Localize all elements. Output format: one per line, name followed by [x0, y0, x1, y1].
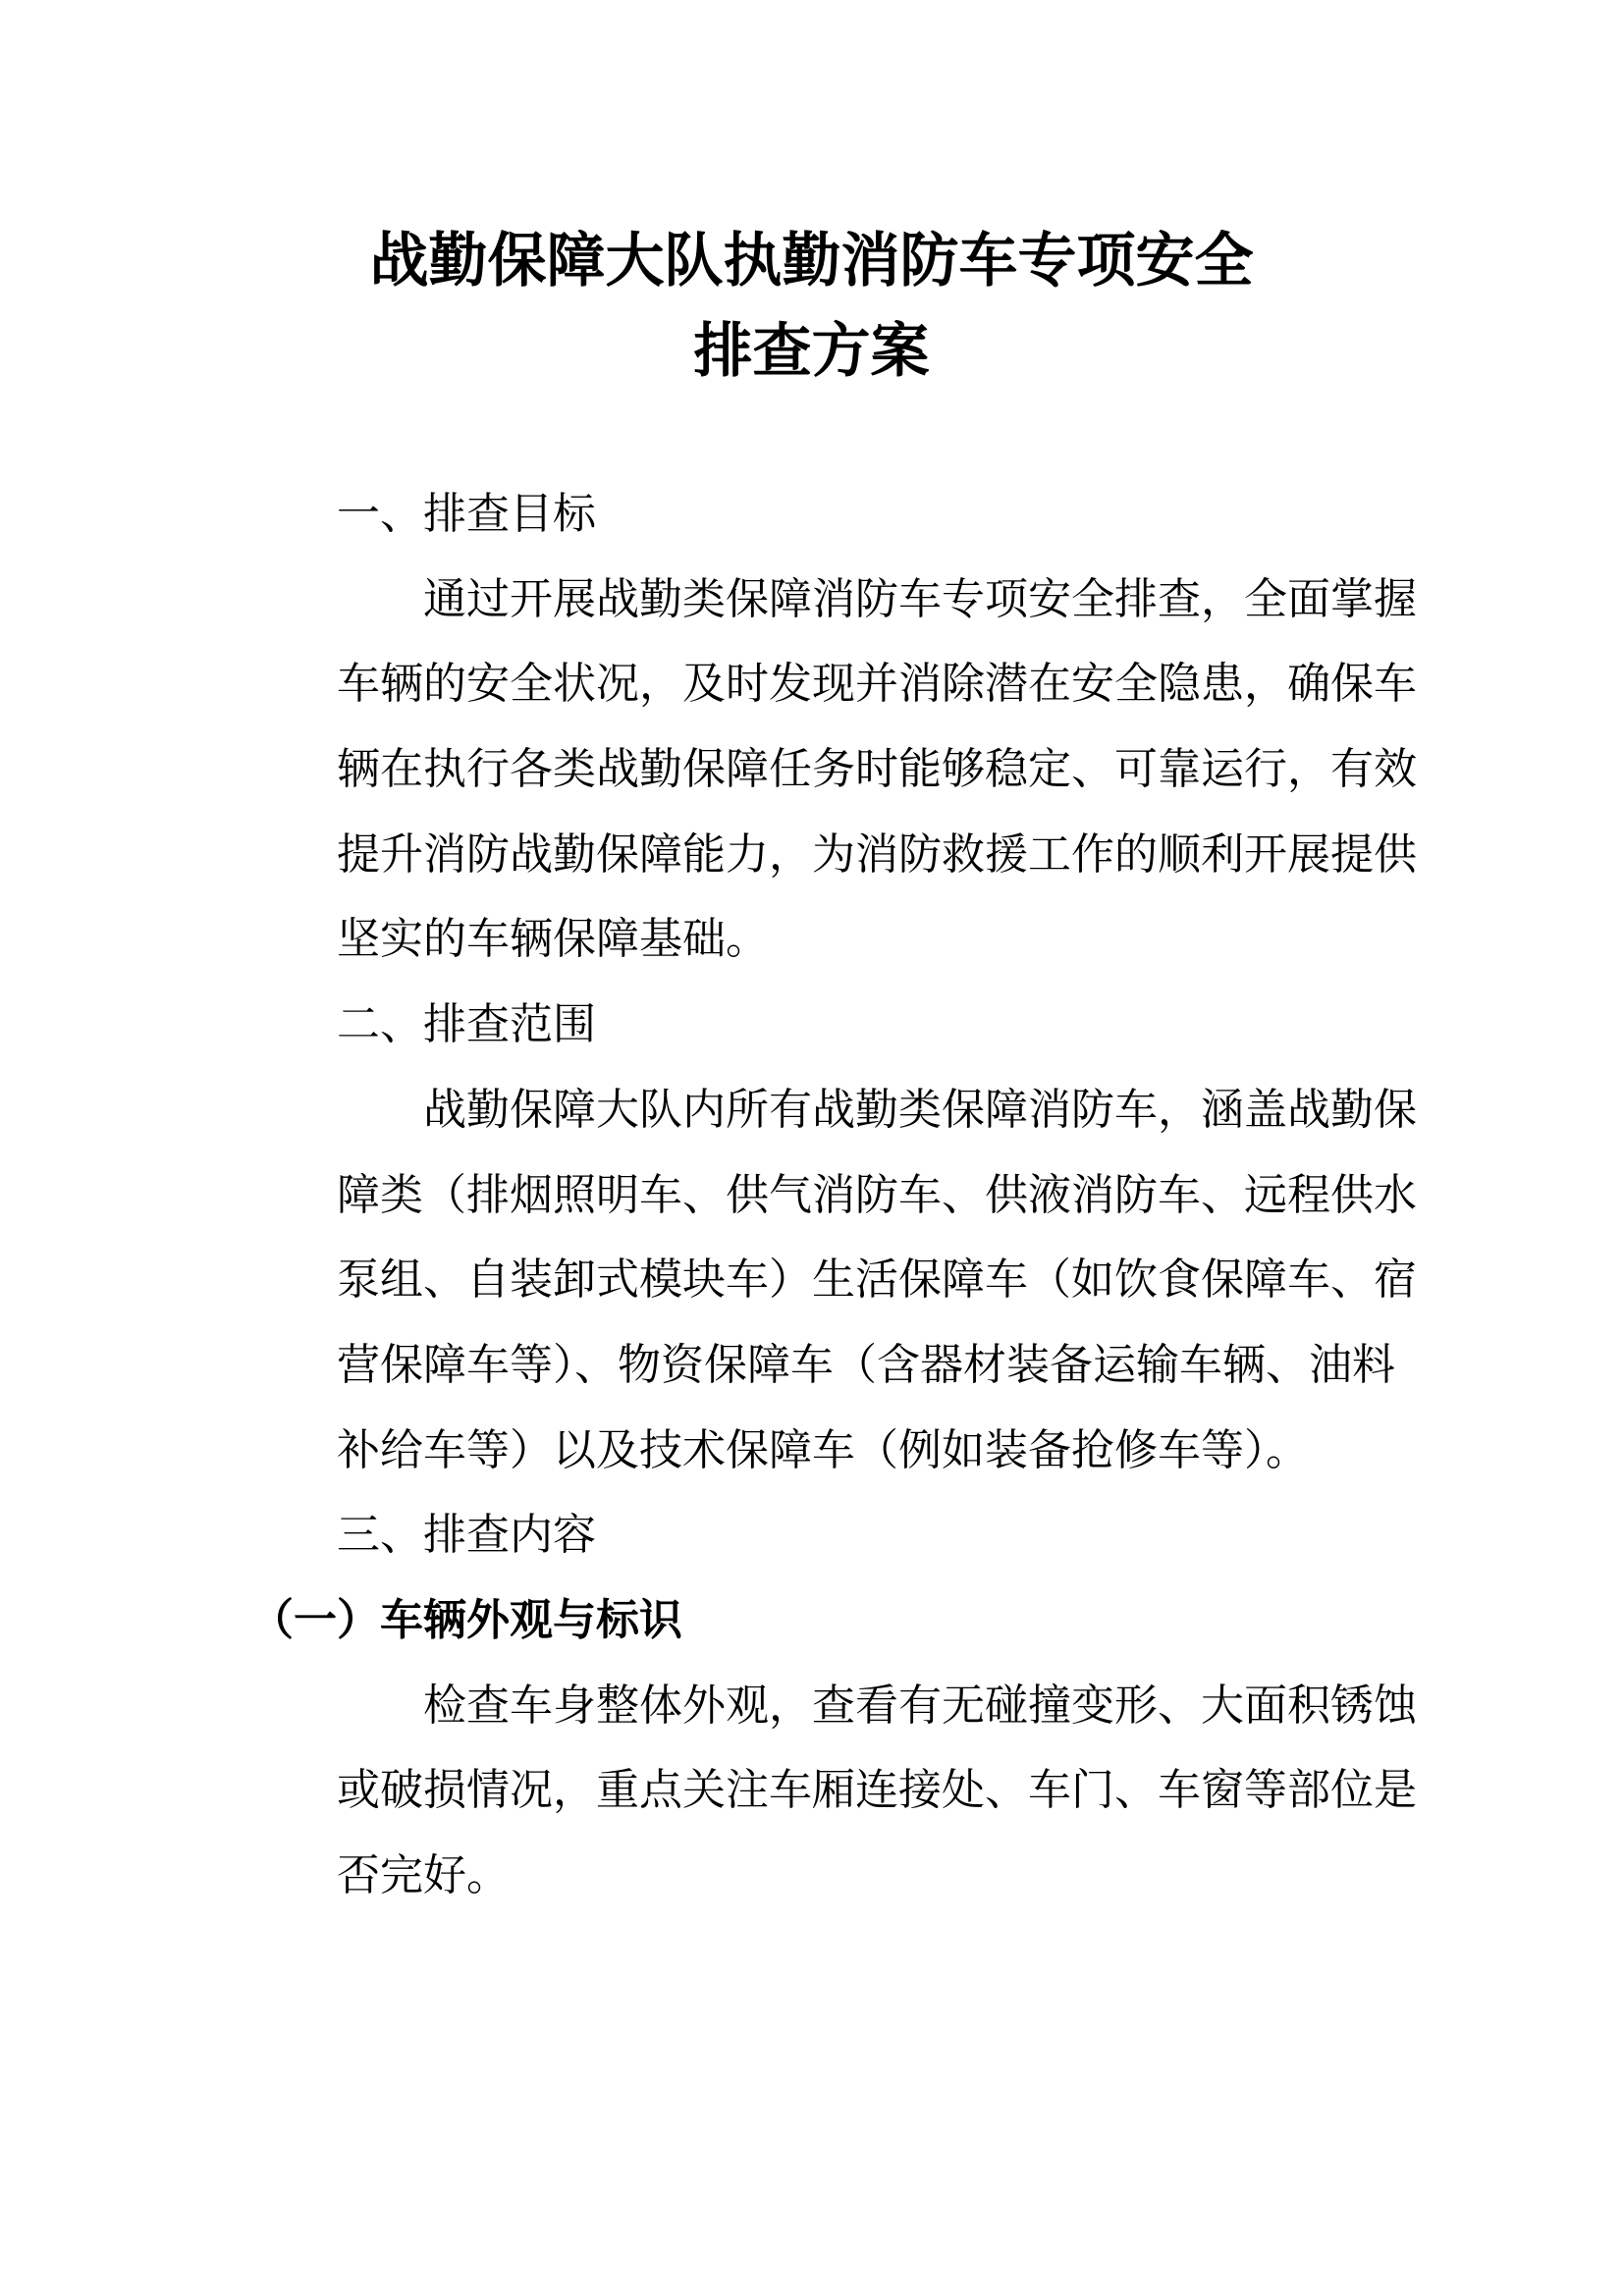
paragraph-line: 泵组、自装卸式模块车）生活保障车（如饮食保障车、宿	[337, 1255, 1417, 1306]
subsection-appearance	[250, 1578, 1417, 1919]
paragraph	[250, 558, 1417, 983]
document-title	[0, 216, 1623, 397]
paragraph-line: 补给车等）以及技术保障车（例如装备抢修车等）。	[337, 1424, 1309, 1475]
paragraph-line: 否完好。	[337, 1850, 510, 1900]
section-scope	[250, 983, 1417, 1493]
paragraph-line: 车辆的安全状况，及时发现并消除潜在安全隐患，确保车	[337, 659, 1417, 710]
paragraph-line: 营保障车等）、物资保障车（含器材装备运输车辆、油料	[337, 1339, 1395, 1390]
section-heading: 三、排查内容	[337, 1510, 596, 1561]
title-line-2: 排查方案	[693, 317, 930, 386]
paragraph-line: 辆在执行各类战勤保障任务时能够稳定、可靠运行，有效	[337, 744, 1417, 795]
paragraph-line: 战勤保障大队内所有战勤类保障消防车，涵盖战勤保	[423, 1084, 1417, 1135]
paragraph	[250, 1068, 1417, 1493]
title-line-1: 战勤保障大队执勤消防车专项安全	[369, 227, 1254, 295]
paragraph-line: 或破损情况，重点关注车厢连接处、车门、车窗等部位是	[337, 1765, 1417, 1816]
subsection-heading: （一）车辆外观与标识	[250, 1594, 682, 1645]
section-objective	[250, 472, 1417, 983]
section-content	[250, 1493, 1417, 1918]
paragraph-line: 通过开展战勤类保障消防车专项安全排查，全面掌握	[423, 573, 1417, 624]
document-body	[250, 472, 1417, 1919]
section-heading: 一、排查目标	[337, 489, 596, 539]
paragraph-line: 障类（排烟照明车、供气消防车、供液消防车、远程供水	[337, 1169, 1417, 1220]
paragraph-line: 提升消防战勤保障能力，为消防救援工作的顺利开展提供	[337, 828, 1417, 880]
paragraph	[250, 1664, 1417, 1919]
paragraph-line: 检查车身整体外观，查看有无碰撞变形、大面积锈蚀	[423, 1680, 1417, 1731]
paragraph-line: 坚实的车辆保障基础。	[337, 914, 769, 965]
section-heading: 二、排查范围	[337, 999, 596, 1050]
